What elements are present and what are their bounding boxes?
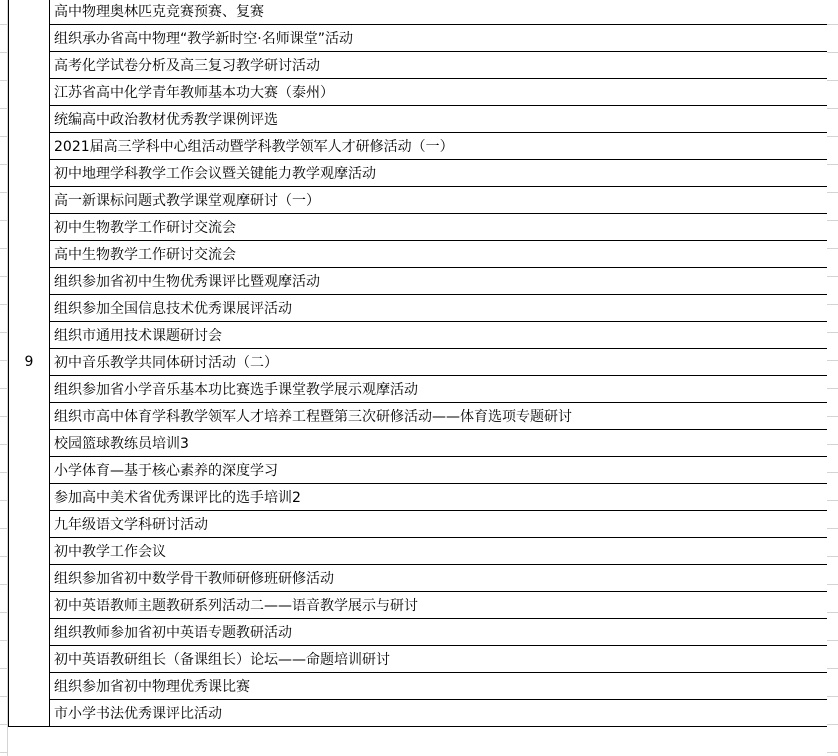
- gridline: [827, 304, 838, 305]
- activity-cell[interactable]: 市小学书法优秀课评比活动: [50, 700, 828, 727]
- activity-cell[interactable]: 组织参加全国信息技术优秀课展评活动: [50, 295, 828, 322]
- gridline: [827, 696, 838, 697]
- gridline: [0, 528, 8, 529]
- gridline: [0, 472, 8, 473]
- table-row: [9, 52, 828, 79]
- gridline: [827, 668, 838, 669]
- activity-cell[interactable]: 组织市高中体育学科教学领军人才培养工程暨第三次研修活动——体育选项专题研讨: [50, 403, 828, 430]
- activity-cell[interactable]: 统编高中政治教材优秀教学课例评选: [50, 106, 828, 133]
- gridline: [0, 108, 8, 109]
- table-row: [9, 79, 828, 106]
- gridline: [827, 248, 838, 249]
- activity-cell[interactable]: 江苏省高中化学青年教师基本功大赛（泰州）: [50, 79, 828, 106]
- table-row: [9, 349, 828, 376]
- gridline: [827, 276, 838, 277]
- gridline: [827, 332, 838, 333]
- right-gridline-strip: [827, 0, 838, 756]
- gridline: [0, 724, 8, 725]
- table-row: [9, 646, 828, 673]
- table-row: [9, 565, 828, 592]
- activity-cell[interactable]: 初中音乐教学共同体研讨活动（二）: [50, 349, 828, 376]
- gridline: [0, 696, 8, 697]
- gridline: [827, 360, 838, 361]
- gridline: [827, 444, 838, 445]
- gridline: [0, 304, 8, 305]
- table-row: [9, 376, 828, 403]
- gridline: [0, 220, 8, 221]
- gridline: [827, 556, 838, 557]
- gridline: [0, 500, 8, 501]
- activity-cell[interactable]: 初中生物教学工作研讨交流会: [50, 214, 828, 241]
- gridline: [0, 444, 8, 445]
- gridline: [0, 80, 8, 81]
- gridline: [827, 416, 838, 417]
- gridline: [827, 164, 838, 165]
- gridline: [0, 332, 8, 333]
- activity-table: [8, 0, 828, 727]
- table-row: [9, 700, 828, 727]
- table-row: [9, 592, 828, 619]
- gridline: [827, 612, 838, 613]
- activity-cell[interactable]: 组织参加省小学音乐基本功比赛选手课堂教学展示观摩活动: [50, 376, 828, 403]
- gridline: [0, 192, 8, 193]
- activity-cell[interactable]: 组织参加省初中数学骨干教师研修班研修活动: [50, 565, 828, 592]
- activity-cell[interactable]: 高中生物教学工作研讨交流会: [50, 241, 828, 268]
- gridline: [827, 220, 838, 221]
- table-row: [9, 241, 828, 268]
- gridline: [827, 80, 838, 81]
- activity-cell[interactable]: 校园篮球教练员培训3: [50, 430, 828, 457]
- table-row: [9, 0, 828, 25]
- gridline: [827, 584, 838, 585]
- gridline: [827, 108, 838, 109]
- gridline: [0, 276, 8, 277]
- table-row: [9, 25, 828, 52]
- activity-cell[interactable]: 小学体育—基于核心素养的深度学习: [50, 457, 828, 484]
- table-row: [9, 673, 828, 700]
- activity-cell[interactable]: 组织教师参加省初中英语专题教研活动: [50, 619, 828, 646]
- gridline: [0, 24, 8, 25]
- activity-cell[interactable]: 高考化学试卷分析及高三复习教学研讨活动: [50, 52, 828, 79]
- gridline: [827, 500, 838, 501]
- table-row: [9, 403, 828, 430]
- table-row: [9, 214, 828, 241]
- table-row: [9, 511, 828, 538]
- table-row: [9, 322, 828, 349]
- gridline: [0, 556, 8, 557]
- gridline: [827, 472, 838, 473]
- table-row: [9, 538, 828, 565]
- gridline: [0, 388, 8, 389]
- gridline: [0, 612, 8, 613]
- table-row: [9, 484, 828, 511]
- activity-cell[interactable]: 九年级语文学科研讨活动: [50, 511, 828, 538]
- table-row: [9, 268, 828, 295]
- activity-cell[interactable]: 高一新课标问题式教学课堂观摩研讨（一）: [50, 187, 828, 214]
- gridline: [0, 360, 8, 361]
- activity-cell[interactable]: 组织市通用技术课题研讨会: [50, 322, 828, 349]
- activity-cell[interactable]: 组织承办省高中物理“教学新时空·名师课堂”活动: [50, 25, 828, 52]
- table-row: [9, 106, 828, 133]
- table-row: [9, 187, 828, 214]
- activity-cell[interactable]: 初中英语教师主题教研系列活动二——语音教学展示与研讨: [50, 592, 828, 619]
- activity-cell[interactable]: 组织参加省初中生物优秀课评比暨观摩活动: [50, 268, 828, 295]
- activity-cell[interactable]: 初中英语教研组长（备课组长）论坛——命题培训研讨: [50, 646, 828, 673]
- table-row: [9, 295, 828, 322]
- row-header-strip: [0, 0, 8, 756]
- gridline: [827, 52, 838, 53]
- activity-cell[interactable]: 组织参加省初中物理优秀课比赛: [50, 673, 828, 700]
- activity-cell[interactable]: 初中地理学科教学工作会议暨关键能力教学观摩活动: [50, 160, 828, 187]
- table-row: [9, 133, 828, 160]
- gridline: [827, 24, 838, 25]
- gridline: [0, 136, 8, 137]
- gridline: [827, 752, 838, 753]
- gridline: [0, 752, 8, 753]
- table-row: [9, 160, 828, 187]
- table-row: [9, 457, 828, 484]
- gridline: [0, 52, 8, 53]
- activity-cell[interactable]: 参加高中美术省优秀课评比的选手培训2: [50, 484, 828, 511]
- activity-table-body: [9, 0, 828, 727]
- gridline: [0, 416, 8, 417]
- gridline: [0, 584, 8, 585]
- gridline: [827, 192, 838, 193]
- activity-cell[interactable]: 高中物理奥林匹克竞赛预赛、复赛: [50, 0, 828, 25]
- activity-cell[interactable]: 初中教学工作会议: [50, 538, 828, 565]
- gridline: [0, 164, 8, 165]
- table-row: [9, 430, 828, 457]
- gridline: [0, 668, 8, 669]
- gridline: [827, 388, 838, 389]
- gridline: [0, 248, 8, 249]
- gridline: [827, 724, 838, 725]
- table-row: [9, 619, 828, 646]
- gridline: [827, 136, 838, 137]
- group-number-cell[interactable]: 9: [9, 0, 50, 727]
- activity-cell[interactable]: 2021届高三学科中心组活动暨学科教学领军人才研修活动（一）: [50, 133, 828, 160]
- gridline: [0, 640, 8, 641]
- gridline: [827, 528, 838, 529]
- gridline: [827, 640, 838, 641]
